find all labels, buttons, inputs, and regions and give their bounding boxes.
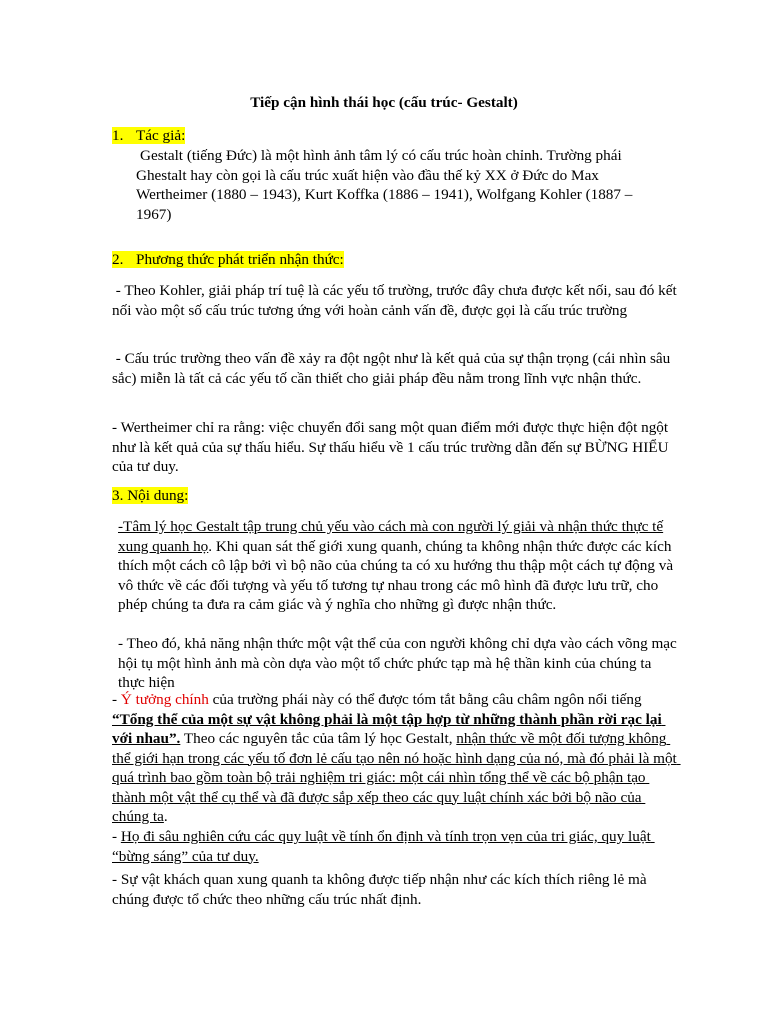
section-3-paragraph-5: - Sự vật khách quan xung quanh ta không được tiếp nhận như các kích thích riêng lẻ mà chúng được tổ chức theo những cấu trúc nhất định. [112, 871, 647, 908]
section-3-paragraph-3 [112, 690, 681, 827]
section-2-paragraph-2: - Cấu trúc trường theo vấn đề xảy ra đột ngột như là kết quả của sự thận trọng (cái nhìn sâu sắc) miễn là tất cả các yếu tố cần thiết cho giải pháp đều nằm trong lĩnh vực nhận thức. [112, 350, 675, 387]
section-3-p3-quote: “Tổng thể của một sự vật không phải là một tập hợp từ những thành phần rời rạc lại với nhau”. [112, 710, 666, 747]
section-2-heading-highlight [112, 251, 344, 268]
section-2-number: 2. [112, 251, 124, 268]
section-3-p3-text-a: của trường phái này có thể được tóm tắt bằng câu châm ngôn nổi tiếng [208, 691, 646, 708]
section-3-p1-underlined: -Tâm lý học Gestalt tập trung chủ yếu vào cách mà con người lý giải và nhận thức thực tế xung quanh họ [118, 518, 664, 555]
section-1-heading-text: Tác giả: [136, 127, 186, 144]
section-2-heading-text: Phương thức phát triển nhận thức: [136, 251, 344, 268]
section-2-heading [112, 250, 672, 270]
document-title: Tiếp cận hình thái học (cấu trúc- Gestalt) [250, 94, 518, 111]
section-3-heading [112, 486, 672, 506]
section-2-paragraph-1: - Theo Kohler, giải pháp trí tuệ là các yếu tố trường, trước đây chưa được kết nối, sau đó kết nối vào một số cấu trúc tương ứng với hoàn cảnh vấn đề, được gọi là cấu trúc trường [112, 282, 681, 319]
section-3-p4-underlined: Họ đi sâu nghiên cứu các quy luật về tính ổn định và tính trọn vẹn của tri giác, quy luật “bừng sáng” của tư duy. [112, 828, 655, 865]
section-3-paragraph-4 [112, 827, 678, 866]
section-3-p3-text-b: Theo các nguyên tắc của tâm lý học Gestalt, [180, 730, 457, 747]
section-3-p4-dash: - [112, 828, 121, 845]
section-3-p3-underlined: nhận thức về một đối tượng không thể giới hạn trong các yếu tố đơn lẻ cấu tạo nên nó hoặc hình dạng của nó, mà đó phải là một quá trình bao gồm toàn bộ trải nghiệm tri giác: một cái nhìn tổng thể về các bộ phận tạo thành một vật thể cụ thể và đã được sắp xếp theo các quy luật chính xác bởi bộ não của chúng ta [112, 730, 681, 825]
section-1-body: Gestalt (tiếng Đức) là một hình ảnh tâm lý có cấu trúc hoàn chỉnh. Trường phái Ghestalt hay còn gọi là cấu trúc xuất hiện vào đầu thế kỷ XX ở Đức do Max Wertheimer (1880 – 1943), Kurt Koffka (1886 – 1941), Wolfgang Kohler (1887 – 1967) [136, 147, 633, 223]
section-3-paragraph-2: - Theo đó, khả năng nhận thức một vật thể của con người không chỉ dựa vào cách võng mạc hội tụ một hình ảnh mà còn dựa vào một tổ chức phức tạp mà hệ thần kinh của chúng ta thực hiện [118, 635, 677, 691]
section-3-p3-end: . [163, 808, 168, 825]
section-1-number: 1. [112, 127, 124, 144]
section-1-heading [112, 126, 672, 146]
section-3-p1-rest: . Khi quan sát thế giới xung quanh, chúng ta không nhận thức được các kích thích một cách cô lập bởi vì bộ não của chúng ta có xu hướng thu thập một cách tự động và vô thức về các đối tượng và yếu tố tương tự nhau trong các mô hình đã được lưu trữ, cho phép chúng ta đưa ra cảm giác và ý nghĩa cho những gì được nhận thức. [118, 537, 674, 613]
section-3-p3-red-phrase: Ý tưởng chính [120, 691, 209, 708]
section-3-paragraph-1 [118, 517, 678, 615]
section-3-heading-text: 3. Nội dung: [112, 487, 189, 504]
section-2-paragraph-3: - Wertheimer chỉ ra rằng: việc chuyển đổi sang một quan điểm mới được thực hiện đột ngột như là kết quả của sự thấu hiểu. Sự thấu hiểu về 1 cấu trúc trường dẫn đến sự BỪNG HIỂU của tư duy. [112, 419, 669, 475]
section-3-p3-dash: - [112, 691, 121, 708]
section-1-heading-highlight [112, 127, 185, 144]
